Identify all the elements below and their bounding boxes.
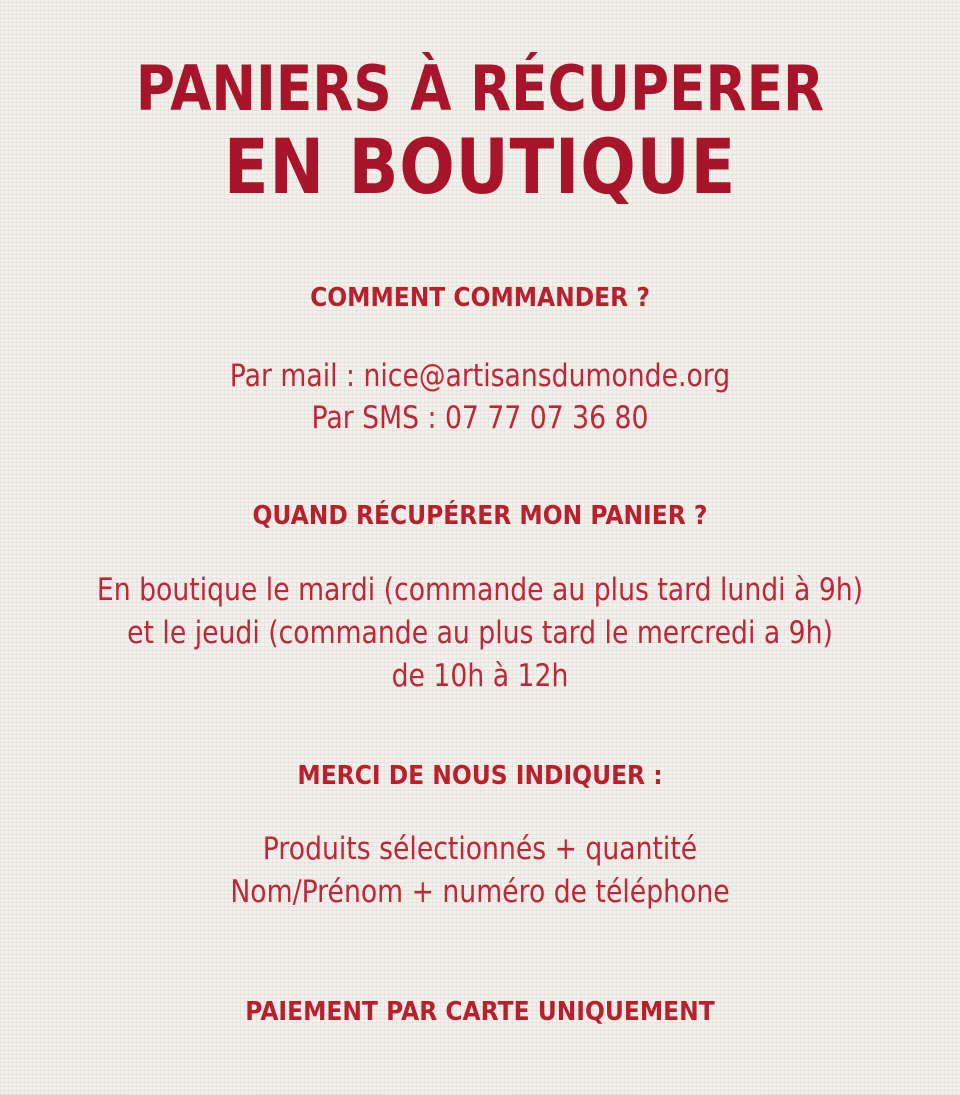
section-heading-please-indicate: MERCI DE NOUS INDIQUER : xyxy=(297,761,663,791)
page-title-line-2: EN BOUTIQUE xyxy=(223,122,737,211)
pickup-hours-text: de 10h à 12h xyxy=(391,658,569,694)
section-heading-card-payment-only: PAIEMENT PAR CARTE UNIQUEMENT xyxy=(245,997,715,1027)
pickup-thursday-text: et le jeudi (commande au plus tard le mercredi a 9h) xyxy=(127,615,833,651)
products-quantity-text: Produits sélectionnés + quantité xyxy=(262,831,698,867)
section-heading-how-to-order: COMMENT COMMANDER ? xyxy=(310,283,650,313)
order-by-sms-text: Par SMS : 07 77 07 36 80 xyxy=(311,400,649,436)
order-by-email-text: Par mail : nice@artisansdumonde.org xyxy=(229,358,731,394)
pickup-tuesday-text: En boutique le mardi (commande au plus tard lundi à 9h) xyxy=(96,572,864,608)
name-phone-text: Nom/Prénom + numéro de téléphone xyxy=(230,874,730,910)
section-heading-pickup-time: QUAND RÉCUPÉRER MON PANIER ? xyxy=(252,501,708,531)
page-title-line-1: PANIERS À RÉCUPERER xyxy=(135,52,825,125)
